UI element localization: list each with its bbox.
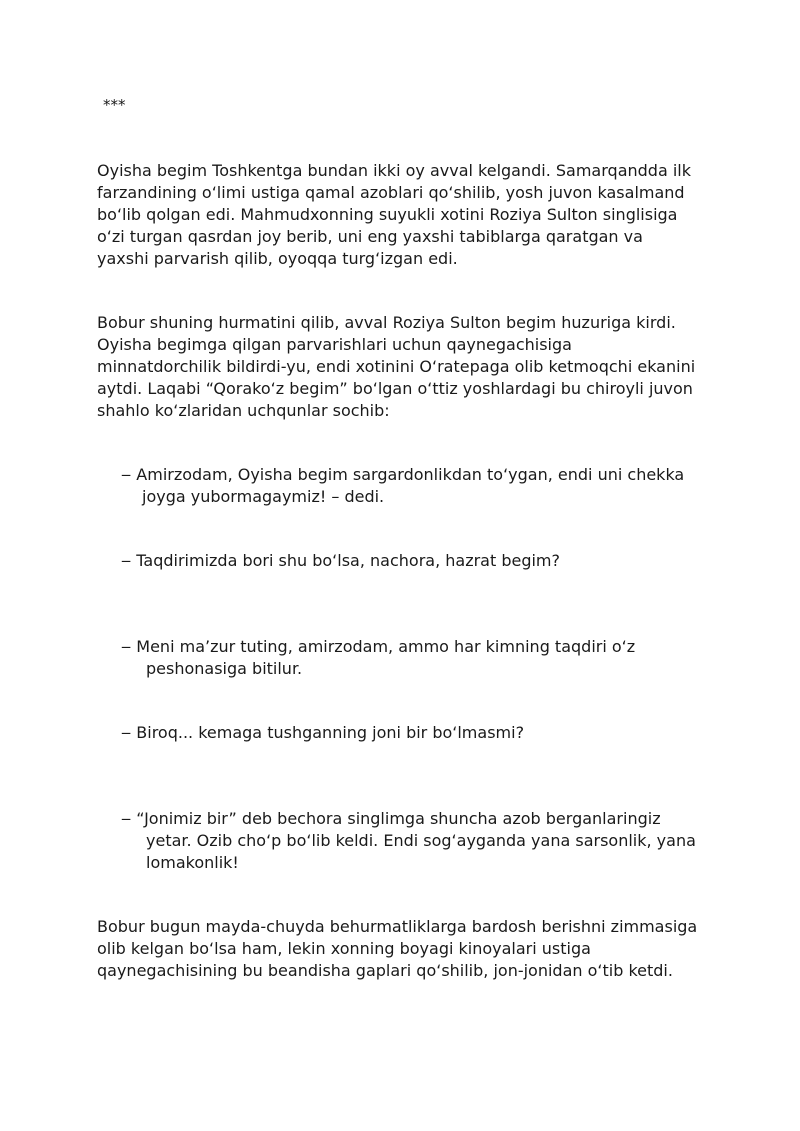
- dialogue-text-line: lomakonlik!: [146, 853, 239, 872]
- dialogue-text: [121, 464, 684, 486]
- dialogue-text: [121, 722, 524, 744]
- paragraph-line: Oyisha begim Toshkentga bundan ikki oy avval kelgandi. Samarqandda ilk: [97, 161, 691, 180]
- paragraph-line: bo‘lib qolgan edi. Mahmudxonning suyukli xotini Roziya Sulton singlisiga: [97, 205, 678, 224]
- paragraph-line: shahlo ko‘zlaridan uchqunlar sochib:: [97, 401, 390, 420]
- paragraph-line: qaynegachisining bu beandisha gaplari qo‘shilib, jon-jonidan o‘tib ketdi.: [97, 961, 673, 980]
- dialogue-text-line: Amirzodam, Oyisha begim sargardonlikdan to‘ygan, endi uni chekka: [136, 465, 685, 484]
- section-separator: ***: [103, 96, 126, 114]
- paragraph-line: Bobur bugun mayda-chuyda behurmatliklarga bardosh berishni zimmasiga: [97, 917, 698, 936]
- paragraph-line: farzandining o‘limi ustiga qamal azoblari qo‘shilib, yosh juvon kasalmand: [97, 183, 685, 202]
- dialogue-text-line: joyga yubormagaymiz! – dedi.: [142, 487, 385, 506]
- paragraph-line: olib kelgan bo‘lsa ham, lekin xonning boyagi kinoyalari ustiga: [97, 939, 591, 958]
- dialogue-dash: ‒: [121, 465, 132, 484]
- paragraph-line: yaxshi parvarish qilib, oyoqqa turg‘izgan edi.: [97, 249, 458, 268]
- dialogue-dash: ‒: [121, 723, 132, 742]
- dialogue-text-line: “Jonimiz bir” deb bechora singlimga shuncha azob berganlaringiz: [136, 809, 661, 828]
- dialogue-text-line: Meni ma’zur tuting, amirzodam, ammo har kimning taqdiri o‘z: [136, 637, 636, 656]
- paragraph-line: Oyisha begimga qilgan parvarishlari uchun qaynegachisiga: [97, 335, 572, 354]
- dialogue-text-line: Biroq... kemaga tushganning joni bir bo‘lmasmi?: [136, 723, 525, 742]
- dialogue-text: [121, 808, 661, 830]
- dialogue-text-line: yetar. Ozib cho‘p bo‘lib keldi. Endi sog‘ayganda yana sarsonlik, yana: [146, 831, 696, 850]
- paragraph-line: aytdi. Laqabi “Qorako‘z begim” bo‘lgan o‘ttiz yoshlardagi bu chiroyli juvon: [97, 379, 693, 398]
- dialogue-dash: ‒: [121, 551, 132, 570]
- dialogue-text: [121, 550, 560, 572]
- dialogue-dash: ‒: [121, 809, 132, 828]
- dialogue-text-line: Taqdirimizda bori shu bo‘lsa, nachora, hazrat begim?: [136, 551, 561, 570]
- dialogue-text-line: peshonasiga bitilur.: [146, 659, 303, 678]
- paragraph-line: o‘zi turgan qasrdan joy berib, uni eng yaxshi tabiblarga qaratgan va: [97, 227, 643, 246]
- paragraph-line: Bobur shuning hurmatini qilib, avval Roziya Sulton begim huzuriga kirdi.: [97, 313, 676, 332]
- dialogue-dash: ‒: [121, 637, 132, 656]
- dialogue-text: [121, 636, 635, 658]
- paragraph-line: minnatdorchilik bildirdi-yu, endi xotinini O‘ratepaga olib ketmoqchi ekanini: [97, 357, 696, 376]
